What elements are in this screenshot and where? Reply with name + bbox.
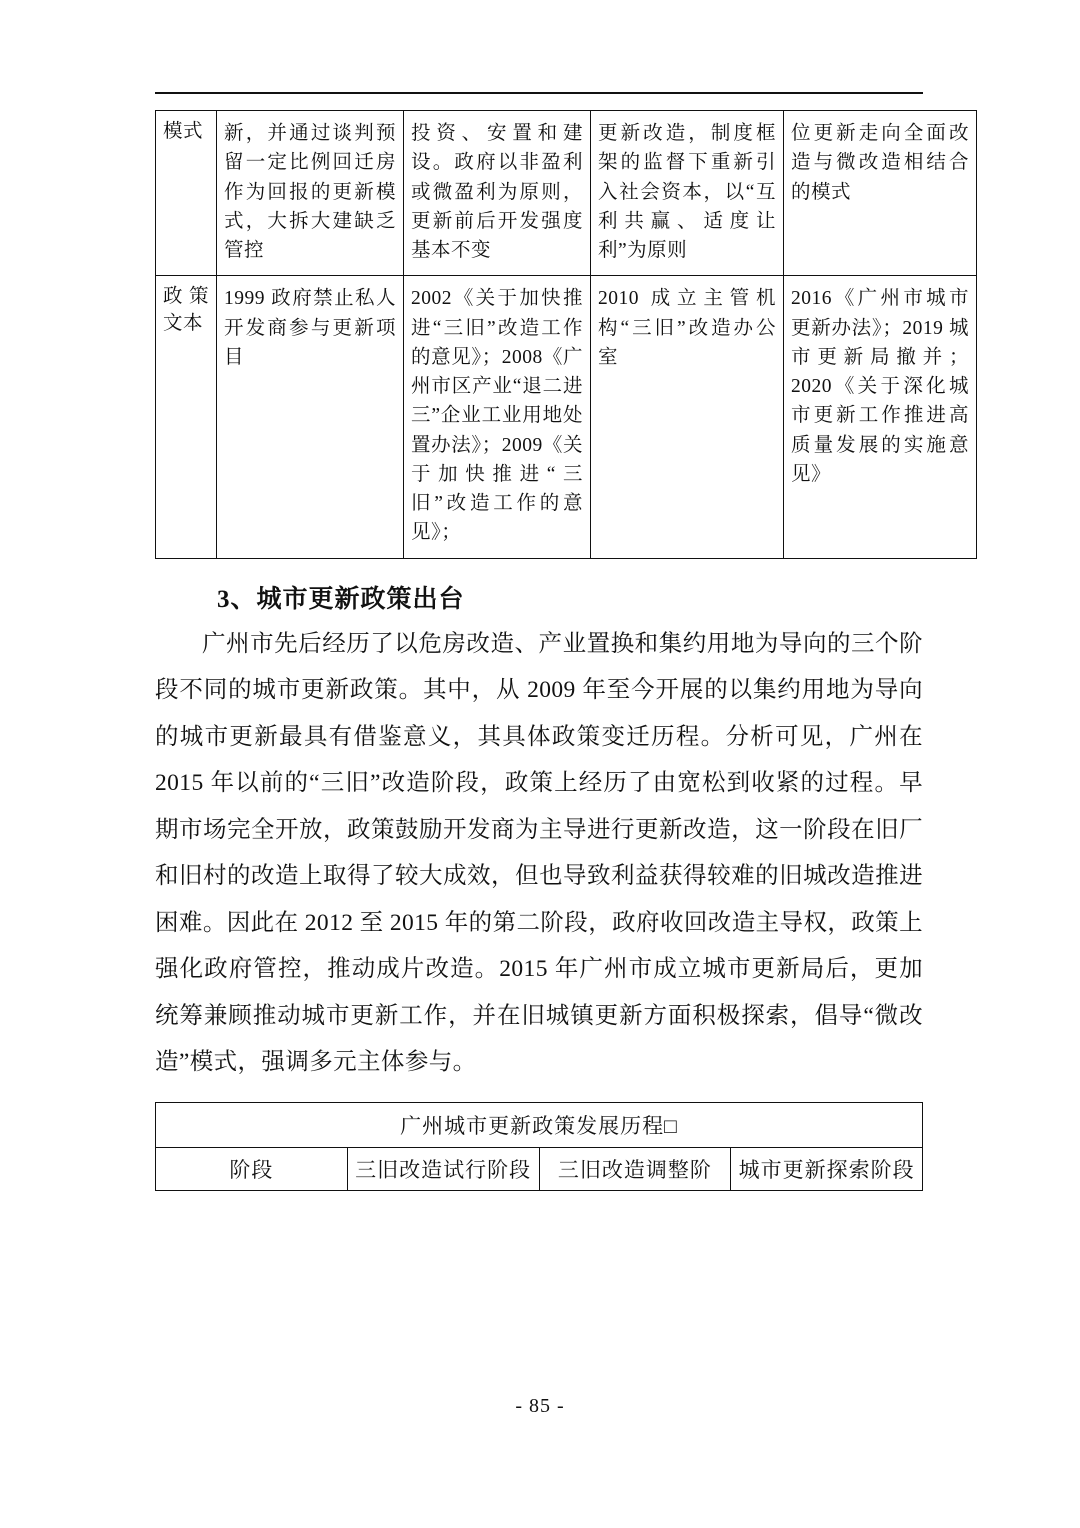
table-row — [156, 276, 977, 558]
table-cell: 2016《广州市城市更新办法》；2019 城市更新局撤并；2020《关于深化城市更新工作推进高质量发展的实施意见》 — [784, 276, 977, 558]
row-label-policy-text: 政策文本 — [156, 276, 217, 558]
table-cell: 2010 成立主管机构“三旧”改造办公室 — [591, 276, 784, 558]
page-number: - 85 - — [515, 1395, 565, 1417]
column-header: 三旧改造试行阶段 — [347, 1147, 539, 1190]
page-content — [155, 110, 969, 1191]
table-cell: 1999 政府禁止私人开发商参与更新项目 — [217, 276, 404, 558]
table-cell: 更新改造，制度框架的监督下重新引入社会资本，以“互利共赢、适度让利”为原则 — [591, 111, 784, 276]
column-header: 三旧改造调整阶 — [539, 1147, 731, 1190]
row-label-mode: 模式 — [156, 111, 217, 276]
table-cell: 2002《关于加快推进“三旧”改造工作的意见》；2008《广州市区产业“退二进三”企业工业用地处置办法》；2009《关于加快推进“三旧”改造工作的意见》； — [404, 276, 591, 558]
table-row — [156, 111, 977, 276]
table-cell: 位更新走向全面改造与微改造相结合的模式 — [784, 111, 977, 276]
section-heading: 3、城市更新政策出台 — [217, 585, 465, 613]
table-header-row — [156, 1147, 923, 1190]
continued-policy-table — [155, 110, 977, 559]
table-cell: 新，并通过谈判预留一定比例回迁房作为回报的更新模式，大拆大建缺乏管控 — [217, 111, 404, 276]
column-header: 阶段 — [156, 1147, 348, 1190]
body-paragraph: 广州市先后经历了以危房改造、产业置换和集约用地为导向的三个阶段不同的城市更新政策。其中，从 2009 年至今开展的以集约用地为导向的城市更新最具有借鉴意义，其具体政策变迁历程。分析可见，广州在 2015 年以前的“三旧”改造阶段，政策上经历了由宽松到收紧的过程。早期市场完全开放，政策鼓励开发商为主导进行更新改造，这一阶段在旧厂和旧村的改造上取得了较大成效，但也导致利益获得较难的旧城改造推进困难。因此在 2012 至 2015 年的第二阶段，政府收回改造主导权，政策上强化政府管控，推动成片改造。2015 年广州市成立城市更新局后，更加统筹兼顾推动城市更新工作，并在旧城镇更新方面积极探索，倡导“微改造”模式，强调多元主体参与。 — [155, 630, 923, 1076]
header-rule — [155, 92, 923, 94]
policy-timeline-table — [155, 1102, 923, 1191]
table-caption: 广州城市更新政策发展历程□ — [156, 1102, 923, 1147]
column-header: 城市更新探索阶段 — [731, 1147, 923, 1190]
table-caption-row — [156, 1102, 923, 1147]
table-cell: 投资、安置和建设。政府以非盈利或微盈利为原则，更新前后开发强度基本不变 — [404, 111, 591, 276]
